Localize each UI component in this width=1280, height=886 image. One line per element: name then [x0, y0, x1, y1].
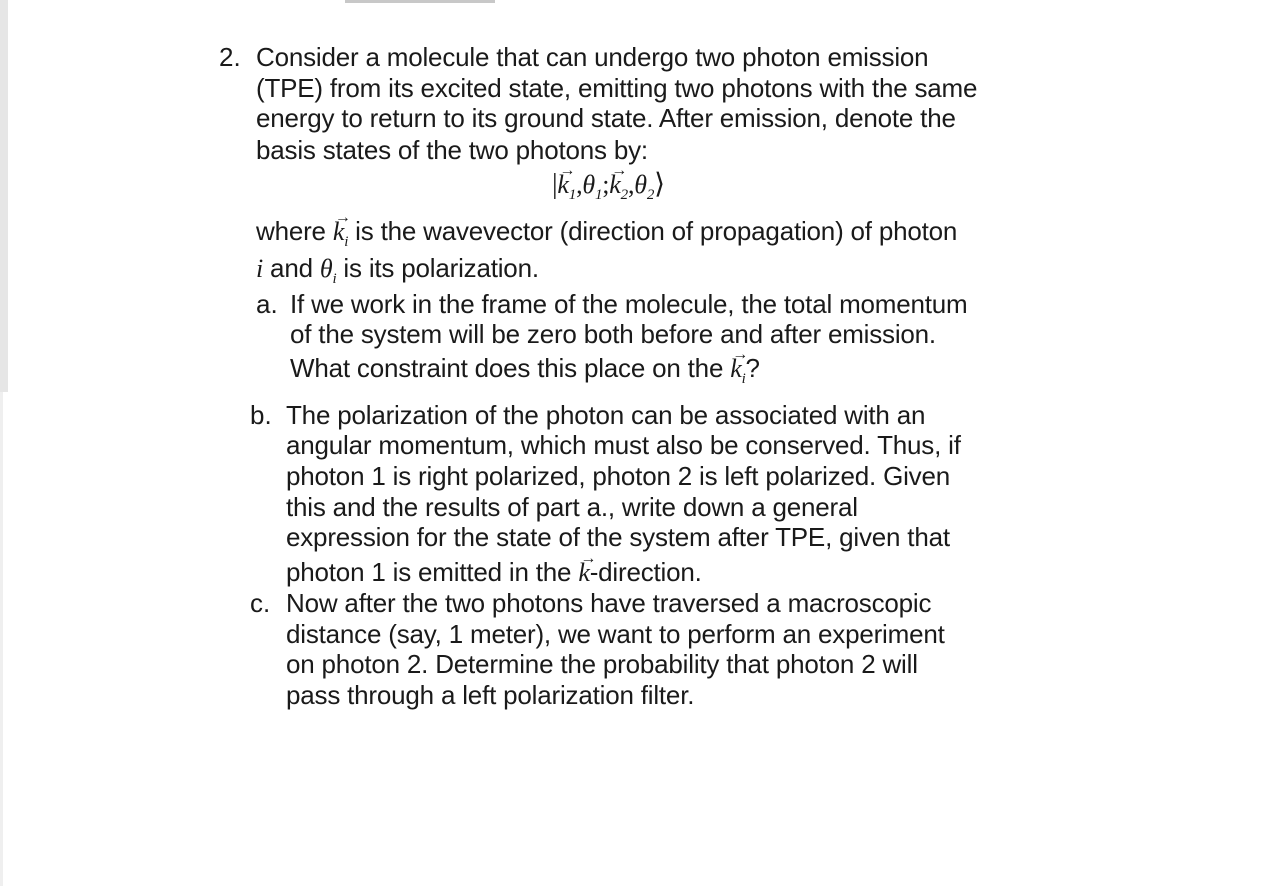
- part-c-line: distance (say, 1 meter), we want to perform an experiment: [286, 619, 945, 649]
- problem-text-line: basis states of the two photons by:: [256, 135, 648, 165]
- part-b-line: this and the results of part a., write down a general: [286, 492, 858, 522]
- part-a-question: What constraint does this place on the → $k_i$?: [290, 353, 760, 394]
- problem-text-line: Consider a molecule that can undergo two photon emission: [256, 42, 929, 72]
- k-i-symbol: → k: [730, 354, 741, 384]
- k1-symbol: → k: [557, 170, 568, 200]
- part-c-label: c.: [250, 588, 271, 618]
- problem-text-line: (TPE) from its excited state, emitting two photons with the same: [256, 73, 978, 103]
- part-c-line: pass through a left polarization filter.: [286, 680, 695, 710]
- k-i-symbol: → k: [333, 217, 344, 247]
- part-c-line: on photon 2. Determine the probability that photon 2 will: [286, 649, 918, 679]
- part-b-line: photon 1 is right polarized, photon 2 is left polarized. Given: [286, 461, 951, 491]
- problem-number: 2.: [219, 42, 241, 72]
- polarization-line: i and $\theta_i$ is its polarization.: [256, 253, 539, 287]
- part-b-line: angular momentum, which must also be conserved. Thus, if: [286, 430, 961, 460]
- k-symbol: → k: [578, 558, 589, 588]
- part-a-line: If we work in the frame of the molecule, the total momentum: [290, 289, 968, 319]
- theta2-symbol: θ: [634, 170, 647, 199]
- problem-text-line: energy to return to its ground state. After emission, denote the: [256, 103, 956, 133]
- theta1-symbol: θ: [582, 170, 595, 199]
- part-c-line: Now after the two photons have traversed a macroscopic: [286, 588, 932, 618]
- k2-symbol: → k: [609, 170, 620, 200]
- cropped-text-fragment: [345, 0, 495, 3]
- part-b-line: expression for the state of the system after TPE, given that: [286, 522, 950, 552]
- page-edge-shadow-lower: [0, 392, 3, 886]
- part-b-last-line: photon 1 is emitted in the → k-direction.: [286, 557, 702, 588]
- part-b-label: b.: [250, 400, 272, 430]
- ket-equation: |→ $k_1,\theta_1;\to$ $k_2,\theta_2⟩$: [552, 170, 665, 210]
- part-b-line: The polarization of the photon can be associated with an: [286, 400, 926, 430]
- page-edge-shadow: [0, 0, 8, 392]
- part-a-label: a.: [256, 289, 278, 319]
- part-a-line: of the system will be zero both before and after emission.: [290, 319, 936, 349]
- where-line: where → $k_i$ is the wavevector (direction of propagation) of photon: [256, 216, 957, 257]
- theta-i-symbol: θ: [319, 254, 333, 283]
